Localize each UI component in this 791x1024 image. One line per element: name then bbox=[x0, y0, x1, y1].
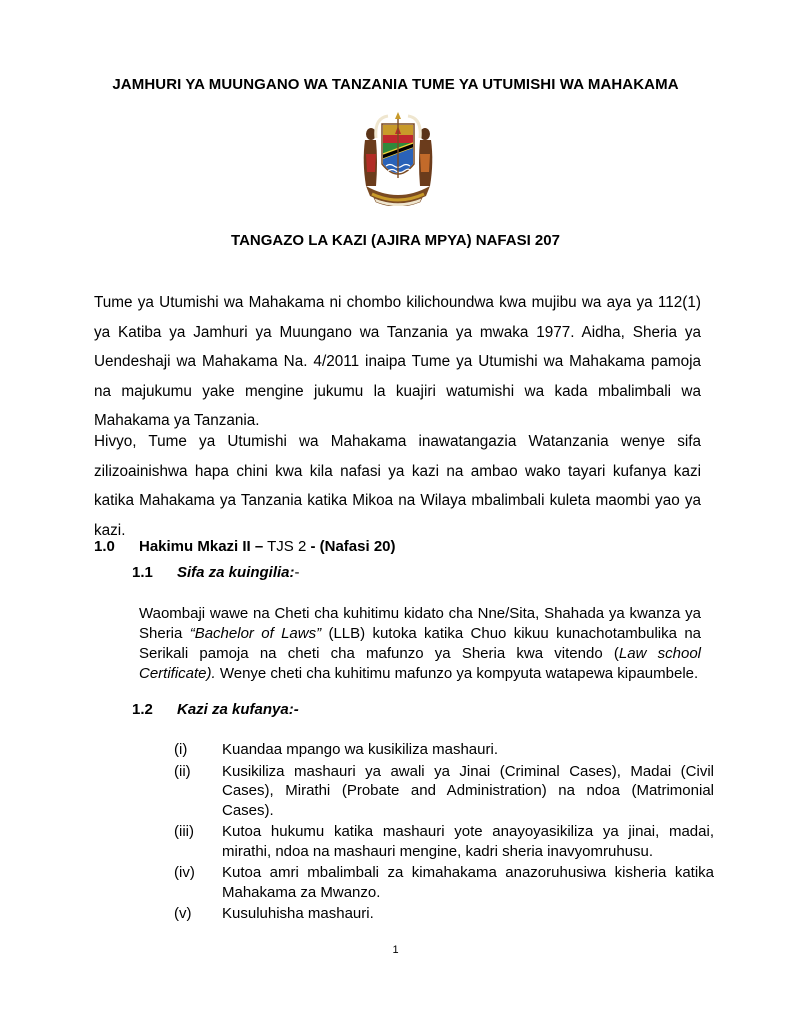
list-item-number: (ii) bbox=[174, 762, 191, 780]
intro-paragraph-1: Tume ya Utumishi wa Mahakama ni chombo kilichoundwa kwa mujibu wa aya ya 112(1) ya Katiba ya Jamhuri ya Muungano wa Tanzania ya mwaka 1977. Aidha, Sheria ya Uendeshaji wa Mahakama Na. 4/2011 inaipa Tume ya Utumishi wa Mahakama pamoja na majukumu yake mengine jukumu la kuajiri watumishi wa kada mbalimbali wa Mahakama ya Tanzania. bbox=[94, 294, 701, 429]
subsection-title-suffix: - bbox=[294, 564, 300, 581]
subsection-title bbox=[177, 564, 300, 581]
subsection-title: Kazi za kufanya:- bbox=[177, 701, 299, 718]
list-item-number: (i) bbox=[174, 741, 188, 758]
qualifications-text-a: Waombaji wawe na Cheti cha kuhitimu kidato cha Nne/Sita, Shahada ya kwanza ya Sheria bbox=[139, 605, 701, 642]
qualifications-paragraph bbox=[139, 604, 701, 684]
section-number: 1.0 bbox=[94, 538, 115, 555]
qualifications-text-c: Wenye cheti cha kuhitimu mafunzo ya kompyuta watapewa kipaumbele. bbox=[215, 665, 699, 682]
list-item-number: (v) bbox=[174, 905, 192, 922]
document-title: JAMHURI YA MUUNGANO WA TANZANIA TUME YA UTUMISHI WA MAHAKAMA bbox=[112, 76, 679, 93]
section-title-slots: - (Nafasi 20) bbox=[310, 538, 396, 555]
intro-paragraph-2: Hivyo, Tume ya Utumishi wa Mahakama inawatangazia Watanzania wenye sifa zilizoainishwa hapa chini kwa kila nafasi ya kazi na ambao wako tayari kufanya kazi katika Mahakama ya Tanzania katika Mikoa na Wilaya mbalimbali kuleta maombi yao ya kazi. bbox=[94, 433, 701, 539]
qualifications-degree: “Bachelor of Laws” bbox=[189, 625, 322, 642]
qualifications-text-b: (LLB) kutoka katika Chuo kikuu kunachotambulika na Serikali pamoja na cheti cha mafunzo ya Sheria kwa vitendo ( bbox=[139, 625, 702, 662]
list-item-text: Kusuluhisha mashauri. bbox=[222, 905, 374, 922]
job-announcement-heading: TANGAZO LA KAZI (AJIRA MPYA) NAFASI 207 bbox=[231, 232, 560, 249]
section-title bbox=[139, 538, 396, 555]
list-item-text: Kutoa amri mbalimbali za kimahakama anazoruhusiwa kisheria katika Mahakama za Mwanzo. bbox=[222, 864, 714, 901]
subsection-title-text: Sifa za kuingilia: bbox=[177, 564, 295, 581]
page-number: 1 bbox=[392, 944, 399, 956]
list-item bbox=[174, 740, 714, 760]
list-item-text: Kusikiliza mashauri ya awali ya Jinai (Criminal Cases), Madai (Civil Cases), Mirathi (Probate and Administration) na ndoa (Matrimonial Cases). bbox=[222, 762, 714, 819]
list-item-text: Kutoa hukumu katika mashauri yote anayoyasikiliza ya jinai, madai, mirathi, ndoa na mashauri mengine, kadri sheria inavyomruhusu. bbox=[222, 823, 714, 860]
section-title-code: TJS 2 bbox=[263, 538, 311, 555]
list-item bbox=[174, 863, 714, 902]
qualifications-certificate: Law school Certificate). bbox=[139, 645, 702, 682]
list-item bbox=[174, 822, 714, 861]
list-item-number: (iv) bbox=[174, 864, 195, 881]
list-item-number: (iii) bbox=[174, 823, 194, 840]
duties-list bbox=[174, 740, 714, 926]
subsection-number: 1.1 bbox=[132, 564, 153, 581]
list-item-text: Kuandaa mpango wa kusikiliza mashauri. bbox=[222, 741, 498, 758]
section-title-bold: Hakimu Mkazi II – bbox=[139, 538, 264, 555]
subsection-number: 1.2 bbox=[132, 701, 153, 718]
coat-of-arms-emblem bbox=[358, 112, 438, 206]
list-item bbox=[174, 762, 714, 821]
list-item bbox=[174, 904, 714, 924]
